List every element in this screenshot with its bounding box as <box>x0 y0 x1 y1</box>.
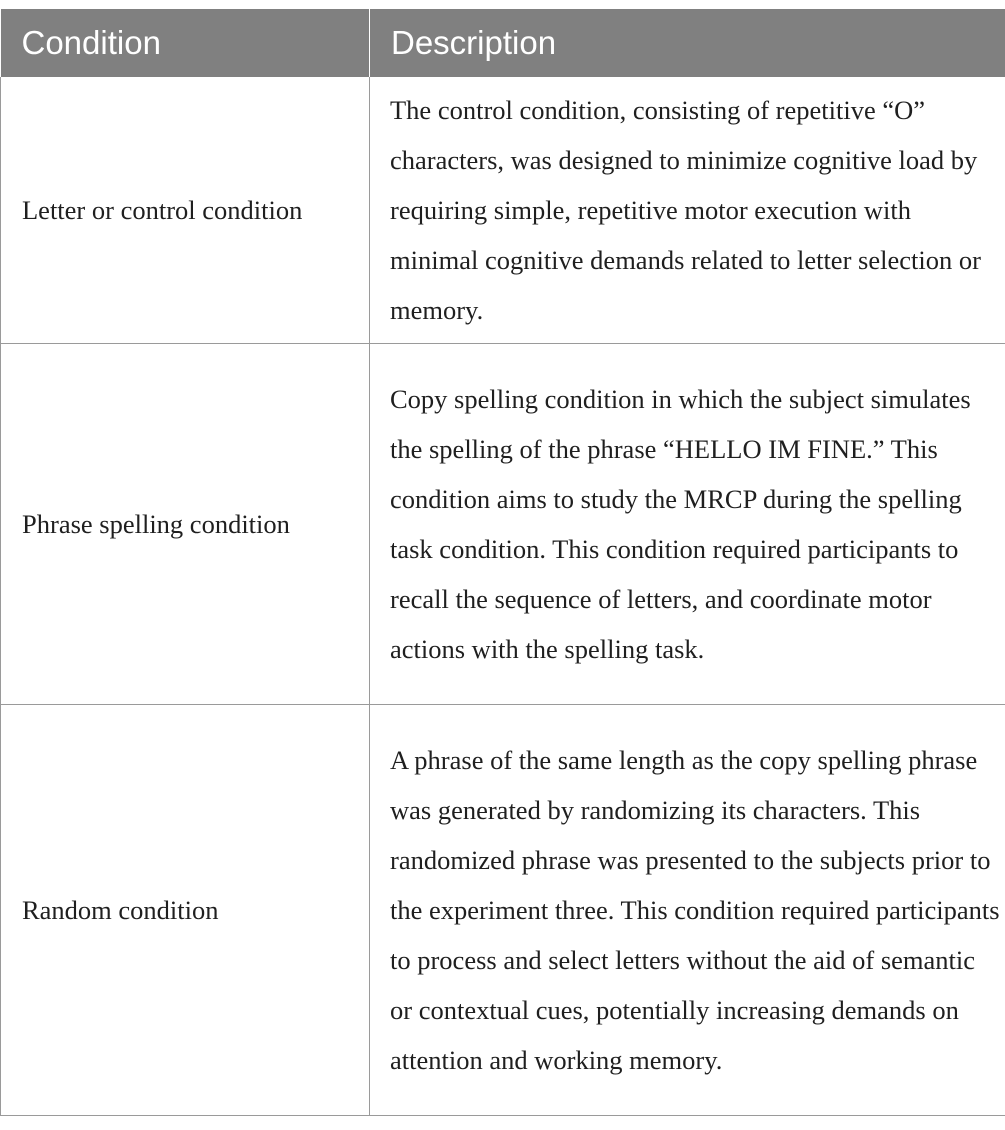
conditions-table <box>0 9 1005 1116</box>
table-row <box>1 705 1005 1116</box>
header-condition: Condition <box>1 9 370 77</box>
table-row <box>1 77 1005 344</box>
condition-cell: Random condition <box>1 705 370 1116</box>
description-cell: A phrase of the same length as the copy spelling phrase was generated by randomizing its characters. This randomized phrase was presented to the subjects prior to the experiment three. This condition required participants to process and select letters without the aid of semantic or contextual cues, potentially increasing demands on attention and working memory. <box>370 705 1005 1116</box>
condition-cell: Phrase spelling condition <box>1 344 370 705</box>
table-body <box>1 77 1005 1116</box>
condition-cell: Letter or control condition <box>1 77 370 344</box>
table-header <box>1 9 1005 77</box>
description-cell: The control condition, consisting of repetitive “O” characters, was designed to minimize cognitive load by requiring simple, repetitive motor execution with minimal cognitive demands related to letter selection or memory. <box>370 77 1005 344</box>
header-description: Description <box>370 9 1005 77</box>
table-row <box>1 344 1005 705</box>
header-row <box>1 9 1005 77</box>
description-cell: Copy spelling condition in which the subject simulates the spelling of the phrase “HELLO IM FINE.” This condition aims to study the MRCP during the spelling task condition. This condition required participants to recall the sequence of letters, and coordinate motor actions with the spelling task. <box>370 344 1005 705</box>
